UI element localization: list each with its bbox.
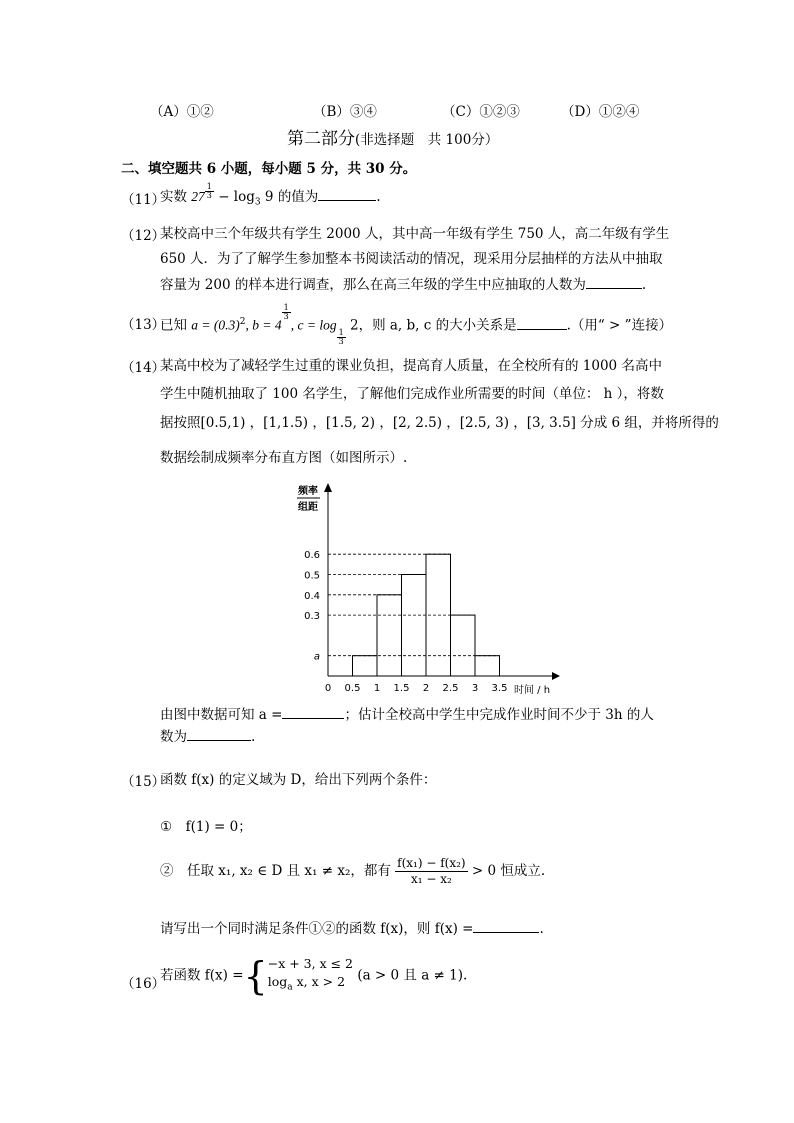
histogram-bar xyxy=(402,575,427,677)
x-tick-label: 0.5 xyxy=(344,683,361,694)
q12-number: （12） xyxy=(121,228,166,244)
q14-after1: 由图中数据可知 a = ；估计全校高中学生中完成作业时间不少于 3h 的人 xyxy=(160,707,654,723)
q13-answer-blank[interactable] xyxy=(517,317,567,330)
option-c: （C）①②③ xyxy=(442,104,520,120)
option-d: （D）①②④ xyxy=(561,104,640,120)
q16-cases: −x + 3, x ≤ 2 $\log_a x$, x > 2 xyxy=(267,956,354,993)
q15-cond2: ② 任取 x₁, x₂ ∈ D 且 x₁ ≠ x₂，都有 $\frac{\text{f(x₁) − f(x₂)}}{\text{x₁ − x₂}}$ > 0 恒成立. xyxy=(160,856,546,886)
y-tick-label: 0.6 xyxy=(304,550,320,562)
q16-number: （16） xyxy=(121,976,166,992)
q15-answer-blank[interactable] xyxy=(473,920,539,933)
q11-body: 实数 27 $\frac{1}{3}$ − $\log_3 9$ 的值为 . xyxy=(160,182,381,208)
q14-line4: 数据绘制成频率分布直方图（如图所示）. xyxy=(160,450,408,466)
q15-cond1: ① f(1) = 0； xyxy=(160,819,252,835)
option-b: （B）③④ xyxy=(313,104,377,120)
q14-count-blank[interactable] xyxy=(187,728,251,741)
q15-number: （15） xyxy=(121,774,166,790)
y-label-numerator: 频率 xyxy=(298,486,318,497)
x-tick-label: 2.5 xyxy=(442,683,459,694)
histogram-ticks xyxy=(304,550,507,694)
x-tick-label: 1.5 xyxy=(393,683,410,694)
q14-line1: 某高中校为了减轻学生过重的课业负担，提高育人质量，在全校所有的 1000 名高中 xyxy=(160,358,662,374)
histogram-axes xyxy=(297,483,560,696)
x-tick-label: 3.5 xyxy=(491,683,508,694)
q12-line2: 650 人．为了了解学生参加整本书阅读活动的情况，现采用分层抽样的方法从中抽取 xyxy=(160,251,663,267)
q13-number: （13） xyxy=(121,317,166,333)
x-tick-label: 1 xyxy=(373,683,381,694)
section-title-main: 第二部分 xyxy=(287,129,355,149)
q14-a-blank[interactable] xyxy=(282,706,344,719)
y-label-denominator: 组距 xyxy=(298,502,318,513)
section-subtitle: (非选择题 共 100分） xyxy=(355,132,499,148)
q15-ask: 请写出一个同时满足条件①②的函数 f(x)，则 f(x) = . xyxy=(160,921,544,937)
section-heading: 二、填空题共 6 小题，每小题 5 分，共 30 分。 xyxy=(121,161,417,177)
q15-line1: 函数 f(x) 的定义域为 D，给出下列两个条件： xyxy=(160,772,437,788)
x-tick-label: 3 xyxy=(471,683,479,694)
histogram-bar xyxy=(451,615,476,676)
x-axis-arrow xyxy=(552,672,560,680)
q13-c-base: $\frac{1}{3}$ xyxy=(338,327,344,346)
q11-number: （11） xyxy=(121,192,166,208)
x-label: 时间 / h xyxy=(514,685,551,696)
q14-after2: 数为 . xyxy=(160,729,256,745)
q14-line2: 学生中随机抽取了 100 名学生，了解他们完成作业所需要的时间（单位： h ），将数 xyxy=(160,386,664,402)
q12-line1: 某校高中三个年级共有学生 2000 人，其中高一年级有学生 750 人，高二年级有学生 xyxy=(160,226,670,242)
q13-body: 已知 $a = (0.3)^2$, b = 4 $\frac{1}{3}$ , c = log $\frac{1}{3}$ 2，则 a, b, c 的大小关系是 .（用“ > ”连接） xyxy=(160,303,673,346)
y-axis-arrow xyxy=(324,483,332,492)
histogram-bar xyxy=(353,656,378,676)
y-tick-label: a xyxy=(313,651,320,663)
y-tick-label: 0.4 xyxy=(304,590,320,602)
q11-answer-blank[interactable] xyxy=(318,188,376,201)
option-a: （A）①② xyxy=(150,104,214,120)
q14-line3: 据按照[0.5,1) ，[1,1.5) ，[1.5, 2) ，[2, 2.5) ，[2.5, 3) ，[3, 3.5] 分成 6 组，并将所得的 xyxy=(160,415,719,431)
q15-fraction: $\frac{\text{f(x₁) − f(x₂)}}{\text{x₁ − x₂}}$ xyxy=(397,856,466,886)
q13-b-exponent: $\frac{1}{3}$ xyxy=(283,303,289,321)
x-tick-label: 2 xyxy=(422,683,430,694)
frequency-histogram xyxy=(280,478,580,700)
y-tick-label: 0.5 xyxy=(304,570,320,582)
x-tick-label: 0 xyxy=(324,683,332,694)
q12-answer-blank[interactable] xyxy=(586,276,642,289)
q12-line3: 容量为 200 的样本进行调查，那么在高三年级的学生中应抽取的人数为 . xyxy=(160,277,647,293)
histogram-bar xyxy=(377,595,402,676)
y-tick-label: 0.3 xyxy=(304,611,320,623)
histogram-bar xyxy=(475,656,500,676)
q16-body: 若函数 f(x) ={ −x + 3, x ≤ 2 $\log_a x$, x > 2 (a > 0 且 a ≠ 1). xyxy=(160,953,468,998)
q11-exponent: $\frac{1}{3}$ xyxy=(206,182,212,200)
section-title xyxy=(287,124,498,149)
q14-number: （14） xyxy=(121,360,166,376)
